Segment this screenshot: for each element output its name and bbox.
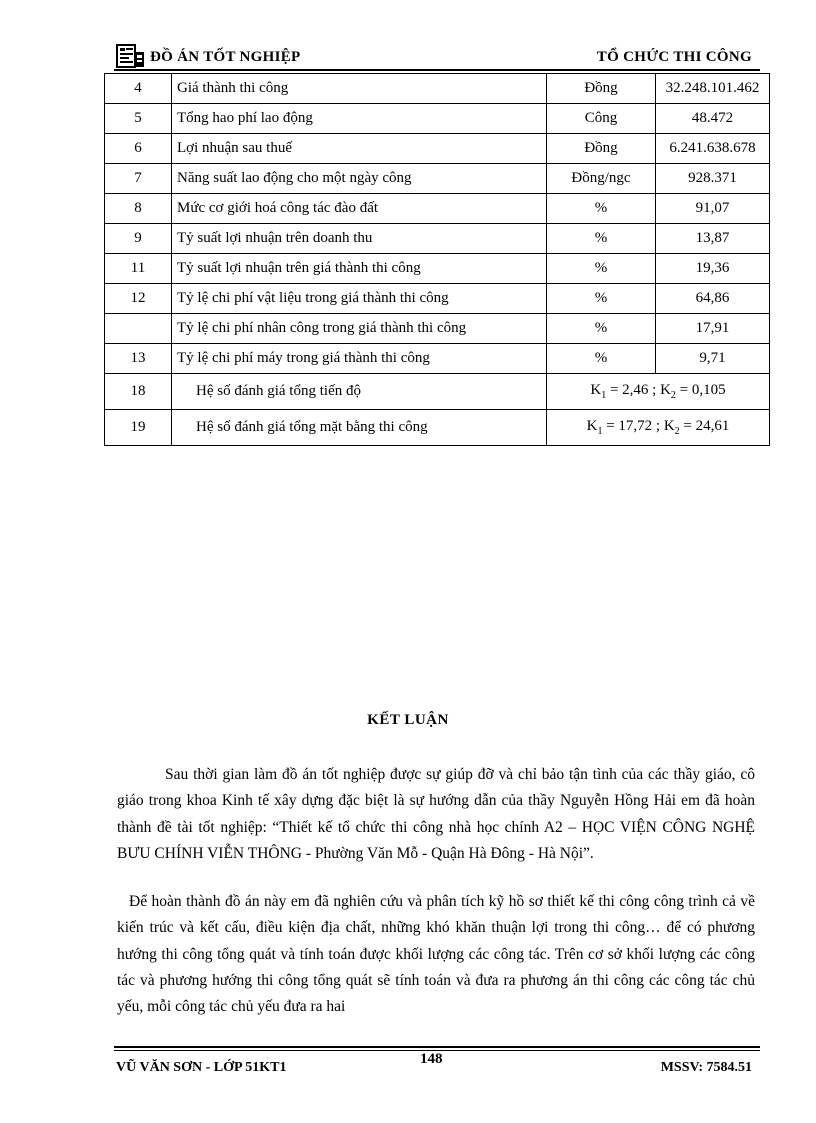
- table-row: [105, 410, 770, 446]
- row-name: Hệ số đánh giá tổng tiến độ: [172, 374, 547, 410]
- row-value: 32.248.101.462: [656, 74, 770, 104]
- table-row: [105, 164, 770, 194]
- row-value: 17,91: [656, 314, 770, 344]
- row-number: 9: [105, 224, 172, 254]
- header-rule: [114, 69, 760, 71]
- row-name: Tỷ suất lợi nhuận trên giá thành thi công: [172, 254, 547, 284]
- row-unit: Đồng/ngc: [547, 164, 656, 194]
- row-name: Giá thành thi công: [172, 74, 547, 104]
- row-unit: %: [547, 224, 656, 254]
- row-value: 19,36: [656, 254, 770, 284]
- row-name: Lợi nhuận sau thuế: [172, 134, 547, 164]
- row-value: 48.472: [656, 104, 770, 134]
- page-number: 148: [420, 1051, 443, 1067]
- row-name: Tổng hao phí lao động: [172, 104, 547, 134]
- k-subscript: 1: [597, 426, 603, 437]
- row-number: 8: [105, 194, 172, 224]
- book-logo-icon: [116, 44, 148, 68]
- row-name: Tỷ lệ chi phí vật liệu trong giá thành thi công: [172, 284, 547, 314]
- row-value: 91,07: [656, 194, 770, 224]
- page-footer: [114, 1046, 760, 1076]
- table-row: [105, 194, 770, 224]
- conclusion-paragraph-2: Để hoàn thành đồ án này em đã nghiên cứu và phân tích kỹ hồ sơ thiết kế thi công công trình cả về kiến trúc và kết cấu, điều kiện địa chất, những khó khăn thuận lợi trong thi công… để có phương hướng thi công tổng quát và tính toán được khối lượng các công tác. Trên cơ sở khối lượng các công tác và phương hướng thi công tổng quát sẽ tính toán và đưa ra phương án thi công các công tác chủ yếu, mỗi công tác chủ yếu đưa ra hai: [117, 893, 755, 1016]
- k-value: = 17,72 ;: [602, 418, 664, 434]
- k-subscript: 2: [670, 390, 676, 401]
- k-symbol: K: [586, 418, 598, 434]
- k-subscript: 2: [674, 426, 680, 437]
- row-number: 4: [105, 74, 172, 104]
- k-symbol: K: [590, 382, 602, 398]
- table-row: [105, 224, 770, 254]
- conclusion-paragraph-1: Sau thời gian làm đồ án tốt nghiệp được sự giúp đỡ và chỉ bảo tận tình của các thầy giáo, cô giáo trong khoa Kinh tế xây dựng đặc biệt là sự hướng dẫn của thầy Nguyễn Hồng Hải em đã hoàn thành đề tài tốt nghiệp: “Thiết kế tổ chức thi công nhà học chính A2 – HỌC VIỆN CÔNG NGHỆ BƯU CHÍNH VIỄN THÔNG - Phường Văn Mỗ - Quận Hà Đông - Hà Nội”.: [117, 766, 755, 862]
- table-row: [105, 284, 770, 314]
- row-number: 5: [105, 104, 172, 134]
- footer-author: VŨ VĂN SƠN - LỚP 51KT1: [116, 1060, 287, 1075]
- row-number: 19: [105, 410, 172, 446]
- row-unit: Công: [547, 104, 656, 134]
- row-name: Mức cơ giới hoá công tác đào đất: [172, 194, 547, 224]
- statistics-table: [104, 73, 770, 446]
- table-row: [105, 314, 770, 344]
- footer-mssv: MSSV: 7584.51: [660, 1060, 752, 1075]
- table-row: [105, 134, 770, 164]
- table-row: [105, 254, 770, 284]
- row-value-formula: [547, 374, 770, 410]
- row-value: 6.241.638.678: [656, 134, 770, 164]
- table-row: [105, 344, 770, 374]
- k-subscript: 1: [601, 390, 607, 401]
- footer-rule: [114, 1046, 760, 1048]
- row-number: 11: [105, 254, 172, 284]
- k-value: = 24,61: [679, 418, 730, 434]
- row-name: Tỷ lệ chi phí nhân công trong giá thành thi công: [172, 314, 547, 344]
- row-unit: %: [547, 254, 656, 284]
- table-row: [105, 74, 770, 104]
- row-name: Hệ số đánh giá tổng mặt bằng thi công: [172, 410, 547, 446]
- k-value: = 0,105: [675, 382, 726, 398]
- table-row: [105, 374, 770, 410]
- row-unit: %: [547, 284, 656, 314]
- row-number: 13: [105, 344, 172, 374]
- row-name: Tỷ suất lợi nhuận trên doanh thu: [172, 224, 547, 254]
- row-value: 13,87: [656, 224, 770, 254]
- page-header: [114, 44, 760, 72]
- row-unit: Đồng: [547, 74, 656, 104]
- row-number: 18: [105, 374, 172, 410]
- row-number: 7: [105, 164, 172, 194]
- k-value: = 2,46 ;: [606, 382, 661, 398]
- row-number: 6: [105, 134, 172, 164]
- row-value: 9,71: [656, 344, 770, 374]
- header-right-title: TỔ CHỨC THI CÔNG: [596, 49, 752, 65]
- row-number: [105, 314, 172, 344]
- row-name: Năng suất lao động cho một ngày công: [172, 164, 547, 194]
- row-value: 64,86: [656, 284, 770, 314]
- row-value-formula: [547, 410, 770, 446]
- table-row: [105, 104, 770, 134]
- conclusion-title: KẾT LUẬN: [367, 712, 449, 728]
- row-unit: Đồng: [547, 134, 656, 164]
- row-value: 928.371: [656, 164, 770, 194]
- row-unit: %: [547, 314, 656, 344]
- k-symbol: K: [663, 418, 675, 434]
- header-left-title: ĐỒ ÁN TỐT NGHIỆP: [150, 49, 301, 65]
- row-number: 12: [105, 284, 172, 314]
- row-unit: %: [547, 194, 656, 224]
- k-symbol: K: [660, 382, 671, 398]
- row-name: Tỷ lệ chi phí máy trong giá thành thi công: [172, 344, 547, 374]
- row-unit: %: [547, 344, 656, 374]
